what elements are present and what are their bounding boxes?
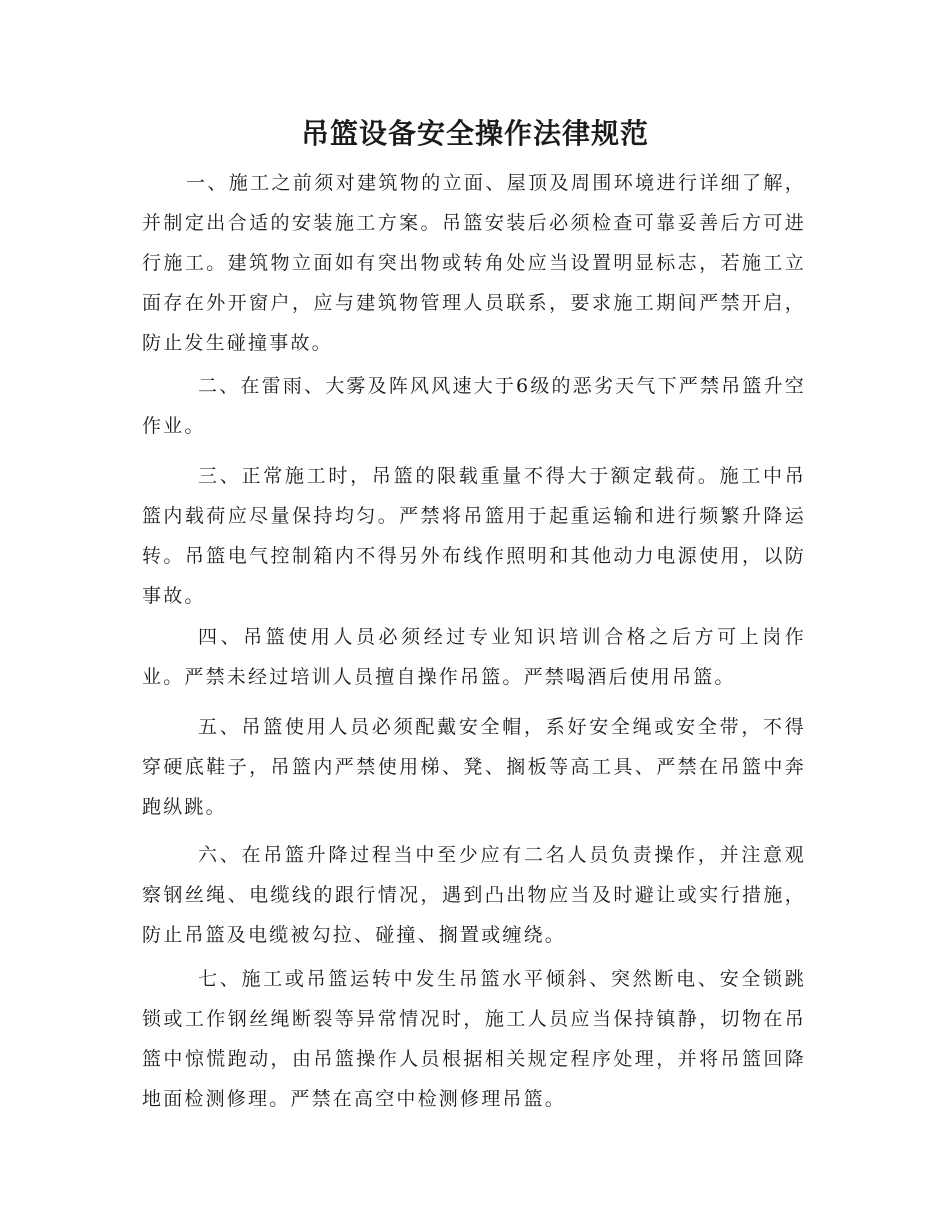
paragraph-2: 二、在雷雨、大雾及阵风风速大于6级的恶劣天气下严禁吊篮升空作业。	[142, 375, 806, 437]
paragraph-7: 七、施工或吊篮运转中发生吊篮水平倾斜、突然断电、安全锁跳锁或工作钢丝绳断裂等异常情况时，施工人员应当保持镇静，切物在吊篮中惊慌跑动，由吊篮操作人员根据相关规定程序处理，并将吊篮回降地面检测修理。严禁在高空中检测修理吊篮。	[142, 968, 806, 1110]
paragraph-4: 四、吊篮使用人员必须经过专业知识培训合格之后方可上岗作业。严禁未经过培训人员擅自操作吊篮。严禁喝酒后使用吊篮。	[142, 626, 806, 688]
paragraph-6: 六、在吊篮升降过程当中至少应有二名人员负责操作，并注意观察钢丝绳、电缆线的跟行情况，遇到凸出物应当及时避让或实行措施，防止吊篮及电缆被勾拉、碰撞、搁置或缠绕。	[142, 844, 806, 946]
paragraph-5: 五、吊篮使用人员必须配戴安全帽，系好安全绳或安全带，不得穿硬底鞋子，吊篮内严禁使用梯、凳、搁板等高工具、严禁在吊篮中奔跑纵跳。	[142, 716, 806, 818]
paragraph-3: 三、正常施工时，吊篮的限载重量不得大于额定载荷。施工中吊篮内载荷应尽量保持均匀。严禁将吊篮用于起重运输和进行频繁升降运转。吊篮电气控制箱内不得另外布线作照明和其他动力电源使用，以防事故。	[142, 465, 806, 607]
document-title: 吊篮设备安全操作法律规范	[300, 117, 649, 150]
paragraph-1: 一、施工之前须对建筑物的立面、屋顶及周围环境进行详细了解，并制定出合适的安装施工方案。吊篮安装后必须检查可靠妥善后方可进行施工。建筑物立面如有突出物或转角处应当设置明显标志，若施工立面存在外开窗户，应与建筑物管理人员联系，要求施工期间严禁开启，防止发生碰撞事故。	[142, 172, 806, 354]
